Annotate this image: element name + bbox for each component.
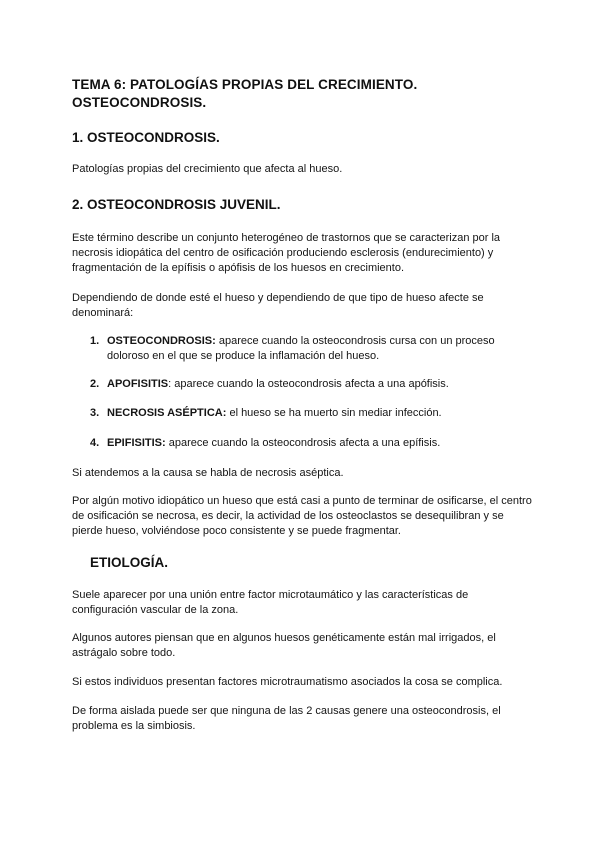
- section-2-heading: 2. OSTEOCONDROSIS JUVENIL.: [72, 197, 281, 212]
- section-2-paragraph-1: Este término describe un conjunto heterogéneo de trastornos que se caracterizan por la necrosis idiopática del centro de osificación produciendo esclerosis (endurecimiento) y fragmentación de la epífisis o apófisis de los huesos en crecimiento.: [72, 232, 501, 274]
- etiologia-paragraph-4: De forma aislada puede ser que ninguna de las 2 causas genere una osteocondrosis, el problema es la simbiosis.: [72, 705, 501, 732]
- title-line-1: TEMA 6: PATOLOGÍAS PROPIAS DEL CRECIMIENTO.: [72, 77, 418, 92]
- list-item-text: el hueso se ha muerto sin mediar infección.: [226, 407, 442, 419]
- list-item-number: 2.: [90, 378, 100, 390]
- list-item-text: : aparece cuando la osteocondrosis afecta a una apófisis.: [168, 378, 449, 390]
- etiologia-paragraph-1: Suele aparecer por una unión entre factor microtaumático y las características de configuración vascular de la zona.: [72, 589, 469, 616]
- list-item-term: OSTEOCONDROSIS:: [107, 335, 216, 347]
- list-item-term: EPIFISITIS:: [107, 437, 166, 449]
- list-item-number: 3.: [90, 407, 100, 419]
- section-1-text: Patologías propias del crecimiento que afecta al hueso.: [72, 163, 343, 175]
- section-2-paragraph-4: Por algún motivo idiopático un hueso que está casi a punto de terminar de osificarse, el centro de osificación se necrosa, es decir, la actividad de los osteoclastos se desequilibran y se pierde hueso, volviéndose poco consistente y se puede fragmentar.: [72, 495, 532, 537]
- title-line-2: OSTEOCONDROSIS.: [72, 95, 207, 110]
- section-1-heading: 1. OSTEOCONDROSIS.: [72, 130, 220, 145]
- section-2-paragraph-2: Dependiendo de donde esté el hueso y dependiendo de que tipo de hueso afecte se denominará:: [72, 292, 484, 319]
- etiologia-heading: ETIOLOGÍA.: [90, 555, 169, 570]
- list-item-text: aparece cuando la osteocondrosis cursa con un proceso doloroso en el que se produce la inflamación del hueso.: [107, 335, 495, 362]
- list-item-number: 1.: [90, 335, 100, 347]
- list-item-term: NECROSIS ASÉPTICA:: [107, 407, 227, 419]
- section-2-paragraph-3: Si atendemos a la causa se habla de necrosis aséptica.: [72, 467, 344, 479]
- page-title: [72, 76, 542, 112]
- list-item-text: aparece cuando la osteocondrosis afecta a una epífisis.: [165, 437, 441, 449]
- etiologia-paragraph-2: Algunos autores piensan que en algunos huesos genéticamente están mal irrigados, el astrágalo sobre todo.: [72, 632, 496, 659]
- list-item-number: 4.: [90, 437, 100, 449]
- etiologia-paragraph-3: Si estos individuos presentan factores microtraumatismo asociados la cosa se complica.: [72, 676, 503, 688]
- list-item-term: APOFISITIS: [107, 378, 169, 390]
